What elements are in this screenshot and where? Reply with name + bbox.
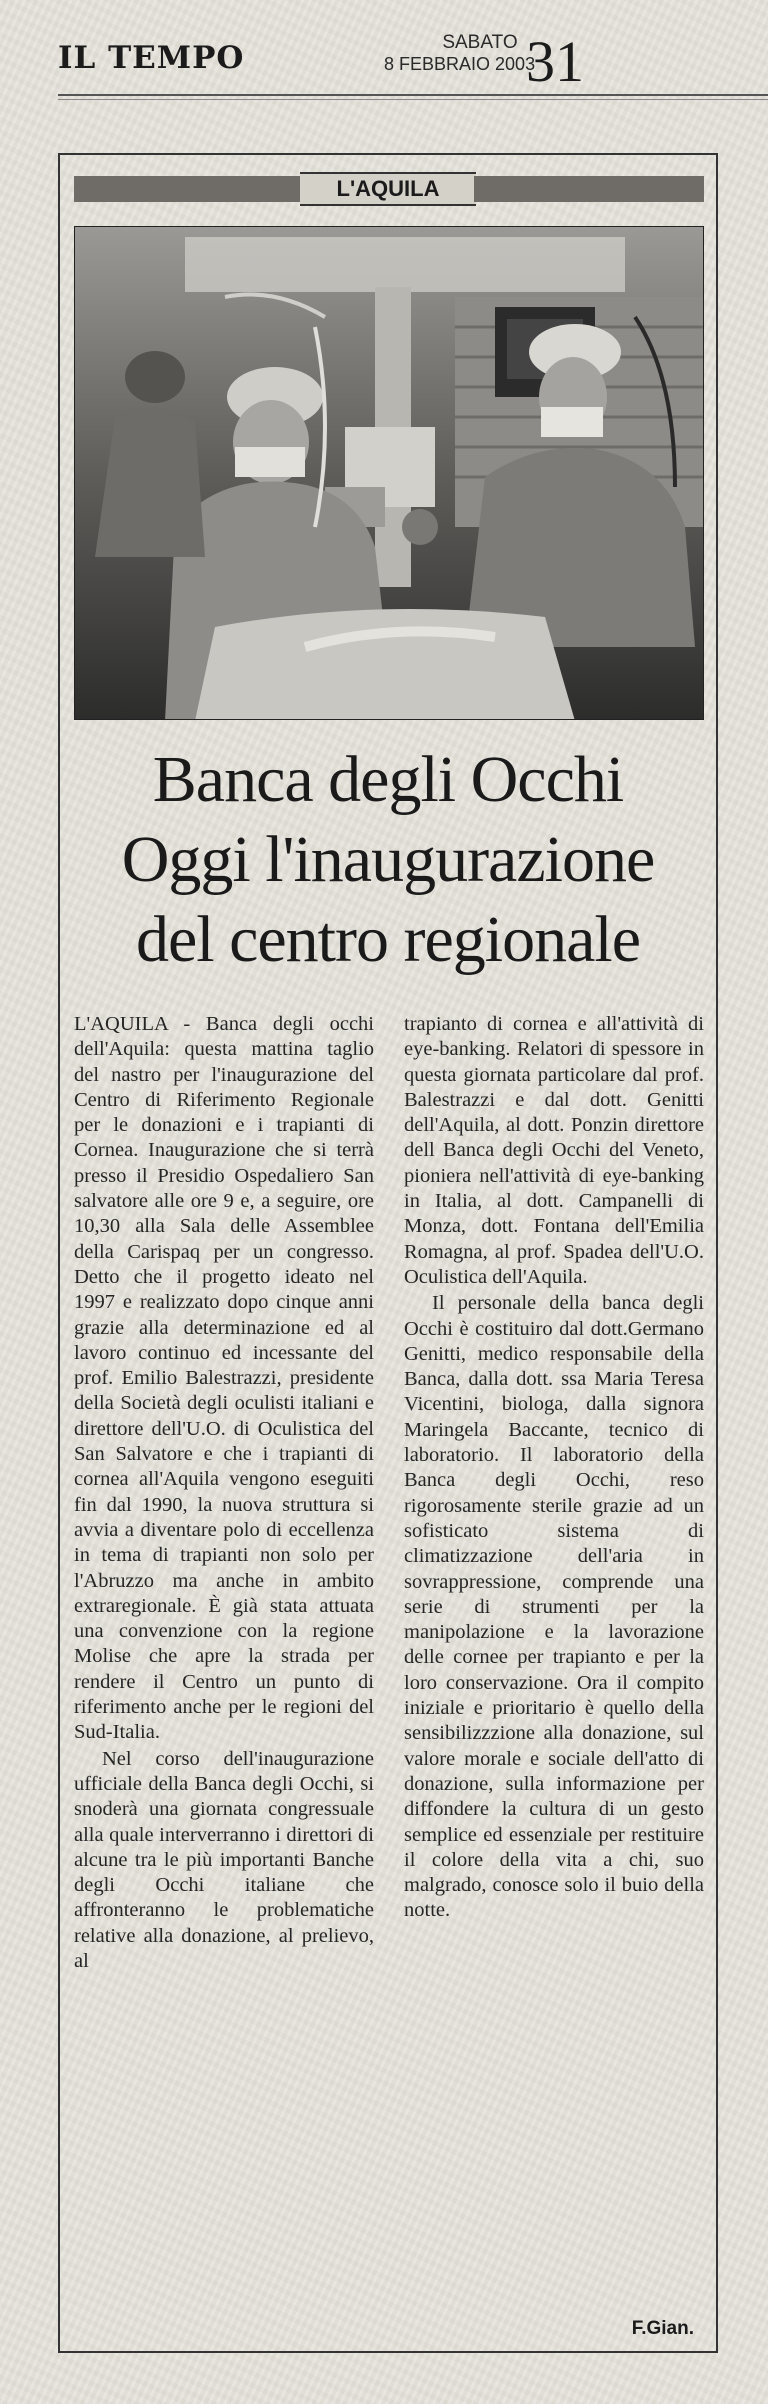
masthead bbox=[58, 28, 598, 98]
article-photo bbox=[74, 226, 704, 720]
article-paragraph: trapianto di cornea e all'attività di eye-banking. Relatori di spessore in questa giornata particolare dal prof. Balestrazzi e dal dott. Genitti dell'Aquila, al dott. Ponzin direttore dell Banca degli Occhi del Veneto, pioniera nell'attività di eye-banking in Italia, al dott. Campanelli di Monza, dott. Fontana dell'Emilia Romagna, al prof. Spadea dell'U.O. Oculistica dell'Aquila. bbox=[404, 1013, 704, 1288]
surgeons-operating-room-icon bbox=[75, 227, 704, 720]
article-paragraph: Nel corso dell'inaugurazione ufficiale della Banca degli Occhi, si snoderà una giornata congressuale alla quale interverranno i direttori di alcune tra le più importanti Banche degli Occhi italiane che affronteranno le problematiche relative alla donazione, al prelievo, al bbox=[74, 1747, 374, 1972]
byline: F.Gian. bbox=[631, 2318, 694, 2339]
headline-line-1: Banca degli Occhi bbox=[152, 743, 624, 816]
page-number: 31 bbox=[526, 29, 584, 94]
section-label: L'AQUILA bbox=[300, 172, 476, 206]
section-bar-right bbox=[474, 176, 704, 202]
headline-line-2: Oggi l'inaugurazione bbox=[121, 823, 655, 896]
publication-day: SABATO bbox=[442, 32, 518, 53]
article-column-1 bbox=[74, 1012, 374, 1974]
article-headline bbox=[58, 740, 718, 980]
headline-line-3: del centro regionale bbox=[135, 903, 641, 976]
masthead-rule bbox=[58, 94, 768, 96]
section-bar-left bbox=[74, 176, 302, 202]
section-header bbox=[74, 172, 704, 206]
masthead-rule-thin bbox=[58, 99, 768, 100]
article-column-2 bbox=[404, 1012, 704, 1924]
publication-date: 8 FEBBRAIO 2003 bbox=[384, 54, 536, 74]
article-paragraph: L'AQUILA - Banca degli occhi dell'Aquila: questa mattina taglio del nastro per l'inaugurazione del Centro di Riferimento Regionale per le donazioni e i trapianti di Cornea. Inaugurazione che si terrà presso il Presidio Ospedaliero San salvatore alle ore 9 e, a seguire, ore 10,30 alla Sala delle Assemblee della Carispaq per un congresso. Detto che il progetto ideato nel 1997 e realizzato dopo cinque anni grazie alla determinazione ed al lavoro continuo ed incessante del prof. Emilio Balestrazzi, presidente della Società degli oculisti italiani e direttore dell'U.O. di Oculistica del San Salvatore e che i trapianti di cornea all'Aquila vengono eseguiti fin dal 1990, la nuova struttura si avvia a diventare polo di eccellenza in tema di trapianti non solo per l'Abruzzo ma anche in ambito extraregionale. È già stata attuata una convenzione con la regione Molise che apre la strada per rendere il Centro un punto di riferimento anche per le regioni del Sud-Italia. bbox=[74, 1013, 374, 1744]
newspaper-name: IL TEMPO bbox=[58, 40, 245, 76]
article-paragraph: Il personale della banca degli Occhi è costituiro dal dott.Germano Genitti, medico responsabile della Banca, dalla dott. ssa Maria Teresa Vicentini, biologa, dalla signora Maringela Baccante, tecnico di laboratorio. Il laboratorio della Banca degli Occhi, reso rigorosamente sterile grazie ad un sofisticato sistema di climatizzazione dell'aria in sovrappressione, comprende una serie di strumenti per la manipolazione e la lavorazione delle cornee per trapianto e per la loro conservazione. Ora il compito iniziale e prioritario è quello della sensibilizzzione alla donazione, sul valore morale e sociale dell'atto di donazione, sulla informazione per diffondere la cultura di un gesto semplice ed essenziale per restituire il colore della vita a chi, suo malgrado, conosce solo il buio della notte. bbox=[404, 1292, 704, 1922]
